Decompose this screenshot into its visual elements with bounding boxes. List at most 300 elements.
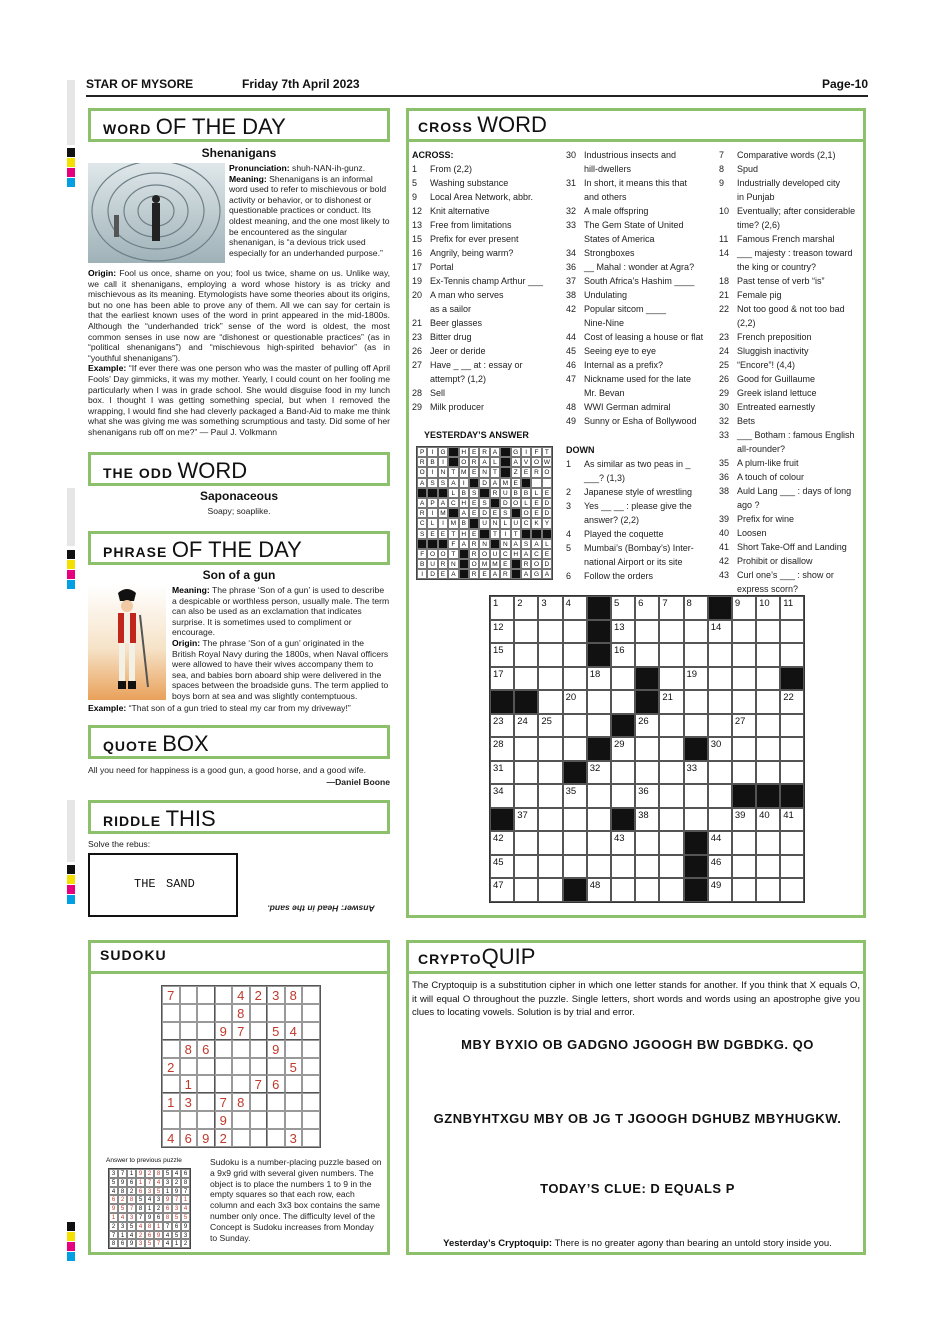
sudoku-cell[interactable]: [250, 1058, 268, 1076]
crossword-cell[interactable]: [587, 784, 611, 808]
crossword-cell[interactable]: [514, 878, 538, 902]
clue-number: 2: [566, 487, 572, 497]
crossword-cell[interactable]: 43: [611, 831, 635, 855]
clue-number: 26: [719, 374, 730, 384]
sudoku-cell[interactable]: [197, 1004, 215, 1022]
crossword-cell[interactable]: 22: [780, 690, 804, 714]
clue-text: From (2,2): [430, 164, 473, 174]
sudoku-cell[interactable]: [162, 1040, 180, 1058]
clue-number: 9: [412, 192, 418, 202]
crossword-cell[interactable]: 41: [780, 808, 804, 832]
margin-bar: [67, 488, 75, 546]
origin-label: Origin:: [88, 268, 117, 278]
crossword-cell[interactable]: 8: [684, 596, 708, 620]
sudoku-cell[interactable]: 9: [215, 1111, 233, 1129]
clue-row: [719, 288, 861, 302]
clue-row: [412, 386, 560, 400]
answer-cell: I: [438, 457, 448, 467]
crossword-cell[interactable]: [563, 831, 587, 855]
crossword-cell[interactable]: 16: [611, 643, 635, 667]
clue-text: all-rounder?: [737, 444, 786, 454]
crossword-cell[interactable]: [611, 667, 635, 691]
riddle-prompt: Solve the rebus:: [88, 839, 151, 849]
sudoku-cell[interactable]: [197, 1093, 215, 1111]
sudoku-cell[interactable]: 2: [250, 986, 268, 1004]
sudoku-cell[interactable]: [232, 1058, 250, 1076]
sudoku-answer-cell: 4: [118, 1213, 127, 1222]
sudoku-cell[interactable]: [215, 1075, 233, 1093]
crossword-cell[interactable]: 5: [611, 596, 635, 620]
answer-cell: R: [479, 447, 489, 457]
crossword-cell[interactable]: [538, 831, 562, 855]
sudoku-cell[interactable]: 7: [215, 1093, 233, 1111]
crossword-cell[interactable]: [514, 737, 538, 761]
crossword-cell[interactable]: 44: [708, 831, 732, 855]
section-title-large: WORD: [177, 458, 248, 483]
answer-black-square: [459, 549, 469, 559]
sudoku-cell[interactable]: [162, 1022, 180, 1040]
crossword-cell[interactable]: 19: [684, 667, 708, 691]
crossword-cell[interactable]: 31: [490, 761, 514, 785]
crossword-cell[interactable]: 49: [708, 878, 732, 902]
crossword-cell[interactable]: 47: [490, 878, 514, 902]
crossword-cell[interactable]: 39: [732, 808, 756, 832]
sudoku-cell[interactable]: 8: [285, 986, 303, 1004]
swatch-black: [67, 148, 75, 157]
crossword-cell[interactable]: [756, 690, 780, 714]
sudoku-cell[interactable]: [285, 1004, 303, 1022]
sudoku-cell[interactable]: [302, 1093, 320, 1111]
sudoku-cell[interactable]: [180, 1111, 198, 1129]
crossword-cell[interactable]: [756, 831, 780, 855]
crossword-cell[interactable]: [659, 714, 683, 738]
crossword-cell[interactable]: 10: [756, 596, 780, 620]
sudoku-cell[interactable]: 4: [285, 1022, 303, 1040]
clue-row: [566, 485, 716, 499]
crossword-cell[interactable]: 26: [635, 714, 659, 738]
clue-text: Portal: [430, 262, 454, 272]
answer-cell: R: [417, 508, 427, 518]
crossword-cell[interactable]: 36: [635, 784, 659, 808]
crossword-cell[interactable]: [587, 714, 611, 738]
crossword-cell[interactable]: [563, 855, 587, 879]
crossword-cell[interactable]: [563, 808, 587, 832]
clue-number: 36: [566, 262, 577, 272]
sudoku-cell[interactable]: [285, 1075, 303, 1093]
crossword-cell[interactable]: [708, 690, 732, 714]
swatch-magenta: [67, 168, 75, 177]
sudoku-cell[interactable]: [267, 1111, 285, 1129]
sudoku-cell[interactable]: [285, 1093, 303, 1111]
odd-word-def: Soapy; soaplike.: [207, 506, 271, 516]
sudoku-answer-cell: 3: [163, 1178, 172, 1187]
crossword-cell[interactable]: [756, 620, 780, 644]
sudoku-cell[interactable]: 6: [180, 1129, 198, 1147]
sudoku-cell[interactable]: [302, 1058, 320, 1076]
sudoku-cell[interactable]: 2: [162, 1058, 180, 1076]
crossword-cell[interactable]: 14: [708, 620, 732, 644]
answer-cell: E: [542, 488, 552, 498]
crossword-cell[interactable]: [732, 831, 756, 855]
crossword-cell[interactable]: 30: [708, 737, 732, 761]
crossword-cell[interactable]: [538, 737, 562, 761]
crossword-cell[interactable]: 29: [611, 737, 635, 761]
sudoku-cell[interactable]: 5: [285, 1058, 303, 1076]
crossword-cell[interactable]: [611, 690, 635, 714]
answer-cell: E: [531, 498, 541, 508]
crossword-cell[interactable]: [538, 620, 562, 644]
sudoku-cell[interactable]: [250, 1040, 268, 1058]
answer-cell: T: [542, 447, 552, 457]
sudoku-cell[interactable]: [215, 1040, 233, 1058]
answer-black-square: [500, 467, 510, 477]
crossword-cell[interactable]: [708, 643, 732, 667]
crossword-cell[interactable]: [538, 808, 562, 832]
crossword-cell[interactable]: [756, 714, 780, 738]
crossword-cell[interactable]: [756, 643, 780, 667]
crossword-cell[interactable]: [659, 784, 683, 808]
pronunciation: shuh-NAN-ih-gunz.: [292, 163, 366, 173]
answer-cell: L: [531, 488, 541, 498]
crossword-cell[interactable]: [563, 667, 587, 691]
crossword-cell[interactable]: [635, 737, 659, 761]
clue-number: 3: [566, 501, 572, 511]
sudoku-cell[interactable]: [250, 1022, 268, 1040]
answer-cell: U: [490, 549, 500, 559]
crossword-cell[interactable]: [514, 761, 538, 785]
sudoku-cell[interactable]: [197, 986, 215, 1004]
sudoku-cell[interactable]: [197, 1075, 215, 1093]
sudoku-answer-cell: 4: [163, 1239, 172, 1248]
clue-number: 13: [412, 220, 423, 230]
sudoku-cell[interactable]: [302, 1040, 320, 1058]
crossword-cell[interactable]: [514, 620, 538, 644]
sudoku-cell[interactable]: 7: [232, 1022, 250, 1040]
crossword-cell[interactable]: 4: [563, 596, 587, 620]
sudoku-cell[interactable]: [232, 1111, 250, 1129]
sudoku-cell[interactable]: [267, 1004, 285, 1022]
clue-number: [719, 442, 737, 456]
sudoku-cell[interactable]: 5: [267, 1022, 285, 1040]
crossword-cell[interactable]: 48: [587, 878, 611, 902]
crossword-cell[interactable]: [732, 620, 756, 644]
crossword-cell[interactable]: [635, 761, 659, 785]
clue-text: time? (2,6): [737, 220, 781, 230]
swatch-yellow: [67, 1232, 75, 1241]
crossword-cell[interactable]: [756, 761, 780, 785]
crossword-cell[interactable]: 15: [490, 643, 514, 667]
crossword-cell[interactable]: [780, 620, 804, 644]
crossword-cell[interactable]: 33: [684, 761, 708, 785]
answer-cell: A: [511, 457, 521, 467]
crossword-cell[interactable]: [732, 643, 756, 667]
crossword-cell[interactable]: [708, 714, 732, 738]
crossword-cell[interactable]: 35: [563, 784, 587, 808]
crossword-cell[interactable]: [514, 784, 538, 808]
crossword-cell[interactable]: [514, 667, 538, 691]
sudoku-cell[interactable]: [180, 986, 198, 1004]
sudoku-cell[interactable]: [232, 1129, 250, 1147]
crossword-cell[interactable]: [587, 690, 611, 714]
clue-number: 47: [566, 374, 577, 384]
crossword-cell[interactable]: [659, 878, 683, 902]
crossword-cell[interactable]: 28: [490, 737, 514, 761]
sudoku-cell[interactable]: 9: [197, 1129, 215, 1147]
word-of-day-defs: [229, 163, 390, 258]
crossword-cell[interactable]: [684, 784, 708, 808]
crossword-cell[interactable]: [708, 808, 732, 832]
sudoku-cell[interactable]: 8: [232, 1093, 250, 1111]
sudoku-cell[interactable]: [267, 1058, 285, 1076]
answer-cell: N: [490, 518, 500, 528]
sudoku-cell[interactable]: 2: [215, 1129, 233, 1147]
answer-cell: T: [448, 549, 458, 559]
crossword-cell[interactable]: [538, 667, 562, 691]
sudoku-cell[interactable]: [162, 1075, 180, 1093]
crossword-cell[interactable]: 18: [587, 667, 611, 691]
crossword-cell[interactable]: [587, 855, 611, 879]
sudoku-cell[interactable]: [302, 1004, 320, 1022]
crossword-cell[interactable]: [780, 831, 804, 855]
crossword-cell[interactable]: [780, 855, 804, 879]
crossword-cell[interactable]: [587, 808, 611, 832]
sudoku-cell[interactable]: [215, 1004, 233, 1022]
crossword-cell[interactable]: [756, 667, 780, 691]
sudoku-cell[interactable]: 8: [180, 1040, 198, 1058]
sudoku-cell[interactable]: 1: [162, 1093, 180, 1111]
crossword-cell[interactable]: 11: [780, 596, 804, 620]
crossword-cell[interactable]: [514, 855, 538, 879]
crossword-cell[interactable]: [780, 643, 804, 667]
crossword-cell[interactable]: [659, 831, 683, 855]
crossword-cell[interactable]: 27: [732, 714, 756, 738]
crossword-cell[interactable]: [780, 761, 804, 785]
answer-cell: S: [427, 478, 437, 488]
sudoku-cell[interactable]: [197, 1058, 215, 1076]
sudoku-cell[interactable]: [197, 1022, 215, 1040]
sudoku-cell[interactable]: 7: [162, 986, 180, 1004]
crossword-grid: [489, 595, 805, 903]
crossword-cell[interactable]: [611, 784, 635, 808]
sudoku-cell[interactable]: [197, 1111, 215, 1129]
crossword-cell[interactable]: 45: [490, 855, 514, 879]
sudoku-cell[interactable]: [162, 1111, 180, 1129]
crossword-cell[interactable]: [635, 620, 659, 644]
section-title-small: CROSS: [418, 119, 473, 135]
black-square: [780, 667, 804, 691]
origin-text: Fool us once, shame on you; fool us twice, shame on us. Unlike way, we call it shenanigans, employing a word whose history is as tricky and mischievous as its meaning. Etymologists have some theories about its origins, but no one has been able to prove any of them. All we can say for certain is that the earliest known uses of the word in print appeared in the mid-1800s. Although the “underhanded trick” sense of the word is oldest, the most common senses in use now are “dishonest or questionable practices” (as in “political shenanigans”) and “mischievous high-spirited behavior” (as in “youthful shenanigans”).: [88, 268, 390, 363]
sudoku-cell[interactable]: 9: [267, 1040, 285, 1058]
crossword-cell[interactable]: [538, 643, 562, 667]
crossword-cell[interactable]: [756, 878, 780, 902]
phrase-example: [88, 703, 390, 714]
clue-row: [719, 442, 861, 456]
crossword-cell[interactable]: 13: [611, 620, 635, 644]
crossword-cell[interactable]: 34: [490, 784, 514, 808]
clue-text: “Encore”! (4,4): [737, 360, 796, 370]
crossword-cell[interactable]: [611, 761, 635, 785]
sudoku-cell[interactable]: 9: [215, 1022, 233, 1040]
clue-text: As similar as two peas in _: [584, 459, 691, 469]
clue-number: [719, 260, 737, 274]
crossword-cell[interactable]: 40: [756, 808, 780, 832]
crossword-cell[interactable]: [563, 737, 587, 761]
answer-cell: C: [531, 549, 541, 559]
crossword-cell[interactable]: [635, 831, 659, 855]
sudoku-cell[interactable]: 4: [232, 986, 250, 1004]
sudoku-cell[interactable]: [302, 1022, 320, 1040]
crossword-cell[interactable]: [780, 878, 804, 902]
crossword-cell[interactable]: 21: [659, 690, 683, 714]
sudoku-cell[interactable]: [250, 1004, 268, 1022]
clue-text: Beer glasses: [430, 318, 483, 328]
crossword-cell[interactable]: [659, 667, 683, 691]
crossword-cell[interactable]: [538, 855, 562, 879]
crossword-cell[interactable]: 7: [659, 596, 683, 620]
crossword-cell[interactable]: [635, 643, 659, 667]
sudoku-cell[interactable]: [267, 1093, 285, 1111]
sudoku-cell[interactable]: 7: [250, 1075, 268, 1093]
sudoku-cell[interactable]: [250, 1111, 268, 1129]
crossword-cell[interactable]: [732, 761, 756, 785]
sudoku-cell[interactable]: [302, 1111, 320, 1129]
crossword-cell[interactable]: 2: [514, 596, 538, 620]
crossword-cell[interactable]: [587, 831, 611, 855]
crossword-cell[interactable]: [684, 643, 708, 667]
crossword-cell[interactable]: [659, 808, 683, 832]
clue-row: [566, 386, 716, 400]
sudoku-cell[interactable]: [162, 1004, 180, 1022]
crossword-cell[interactable]: [659, 855, 683, 879]
sudoku-cell[interactable]: 3: [267, 986, 285, 1004]
section-title-large: THIS: [165, 806, 216, 831]
sudoku-cell[interactable]: [302, 986, 320, 1004]
sudoku-cell[interactable]: [267, 1129, 285, 1147]
crossword-cell[interactable]: [611, 855, 635, 879]
crossword-cell[interactable]: 24: [514, 714, 538, 738]
yesterday-cryptoquip: [410, 1238, 865, 1249]
crossword-cell[interactable]: [732, 855, 756, 879]
sudoku-answer-cell: 5: [181, 1213, 190, 1222]
crossword-cell[interactable]: [514, 831, 538, 855]
crossword-cell[interactable]: [780, 737, 804, 761]
answer-cell: H: [511, 549, 521, 559]
crossword-cell[interactable]: 17: [490, 667, 514, 691]
clue-row: [566, 232, 716, 246]
clue-row: [566, 148, 716, 162]
crossword-cell[interactable]: [756, 737, 780, 761]
crossword-cell[interactable]: 12: [490, 620, 514, 644]
crossword-cell[interactable]: [708, 784, 732, 808]
crossword-cell[interactable]: [659, 737, 683, 761]
crossword-cell[interactable]: [659, 761, 683, 785]
crossword-cell[interactable]: [635, 878, 659, 902]
sudoku-cell[interactable]: 8: [232, 1004, 250, 1022]
crossword-cell[interactable]: [659, 643, 683, 667]
crossword-cell[interactable]: 38: [635, 808, 659, 832]
crossword-cell[interactable]: [756, 855, 780, 879]
sudoku-cell[interactable]: [232, 1075, 250, 1093]
sudoku-cell[interactable]: 6: [267, 1075, 285, 1093]
answer-cell: D: [542, 559, 552, 569]
sudoku-cell[interactable]: [180, 1004, 198, 1022]
crossword-cell[interactable]: [635, 855, 659, 879]
crossword-cell[interactable]: 32: [587, 761, 611, 785]
clue-number: [719, 218, 737, 232]
sudoku-cell[interactable]: [180, 1022, 198, 1040]
crossword-cell[interactable]: [708, 667, 732, 691]
crossword-cell[interactable]: [563, 620, 587, 644]
sudoku-cell[interactable]: 3: [285, 1129, 303, 1147]
answer-cell: B: [417, 559, 427, 569]
crossword-cell[interactable]: [611, 878, 635, 902]
sudoku-cell[interactable]: [285, 1111, 303, 1129]
crossword-cell[interactable]: 20: [563, 690, 587, 714]
crossword-cell[interactable]: [684, 690, 708, 714]
crossword-cell[interactable]: [708, 761, 732, 785]
crossword-cell[interactable]: [732, 737, 756, 761]
crossword-cell[interactable]: 23: [490, 714, 514, 738]
crossword-cell[interactable]: [684, 620, 708, 644]
crossword-cell[interactable]: [538, 761, 562, 785]
sudoku-answer-cell: 8: [118, 1187, 127, 1196]
crossword-cell[interactable]: 42: [490, 831, 514, 855]
crossword-cell[interactable]: [514, 643, 538, 667]
sudoku-cell[interactable]: [180, 1058, 198, 1076]
crossword-cell[interactable]: [780, 714, 804, 738]
sudoku-cell[interactable]: [250, 1129, 268, 1147]
crossword-cell[interactable]: [659, 620, 683, 644]
crossword-cell[interactable]: 1: [490, 596, 514, 620]
crossword-cell[interactable]: 25: [538, 714, 562, 738]
crossword-cell[interactable]: 46: [708, 855, 732, 879]
sudoku-cell[interactable]: [285, 1040, 303, 1058]
crossword-cell[interactable]: 9: [732, 596, 756, 620]
sudoku-cell[interactable]: [250, 1093, 268, 1111]
clue-row: [412, 246, 560, 260]
sudoku-cell[interactable]: 1: [180, 1075, 198, 1093]
crossword-cell[interactable]: [732, 878, 756, 902]
sudoku-cell[interactable]: [302, 1129, 320, 1147]
sudoku-cell[interactable]: [215, 1058, 233, 1076]
black-square: [780, 784, 804, 808]
sudoku-cell[interactable]: 4: [162, 1129, 180, 1147]
crossword-cell[interactable]: [563, 643, 587, 667]
answer-cell: E: [469, 467, 479, 477]
sudoku-cell[interactable]: [215, 986, 233, 1004]
clue-number: 20: [412, 290, 423, 300]
sudoku-answer-cell: 4: [127, 1231, 136, 1240]
crossword-cell[interactable]: [538, 784, 562, 808]
crossword-cell[interactable]: 37: [514, 808, 538, 832]
answer-cell: A: [479, 457, 489, 467]
crossword-cell[interactable]: 3: [538, 596, 562, 620]
sudoku-cell[interactable]: 3: [180, 1093, 198, 1111]
crossword-cell[interactable]: 6: [635, 596, 659, 620]
crossword-cell[interactable]: [732, 690, 756, 714]
yesterday-cryptoquip-text: There is no greater agony than bearing an untold story inside you.: [554, 1238, 832, 1249]
crossword-cell[interactable]: [538, 690, 562, 714]
crossword-cell[interactable]: [684, 808, 708, 832]
sudoku-cell[interactable]: 6: [197, 1040, 215, 1058]
clue-text: Nine-Nine: [584, 318, 625, 328]
crossword-cell[interactable]: [563, 714, 587, 738]
crossword-cell[interactable]: [732, 667, 756, 691]
crossword-cell[interactable]: [684, 714, 708, 738]
sudoku-cell[interactable]: [302, 1075, 320, 1093]
sudoku-cell[interactable]: [232, 1040, 250, 1058]
crossword-cell[interactable]: [538, 878, 562, 902]
